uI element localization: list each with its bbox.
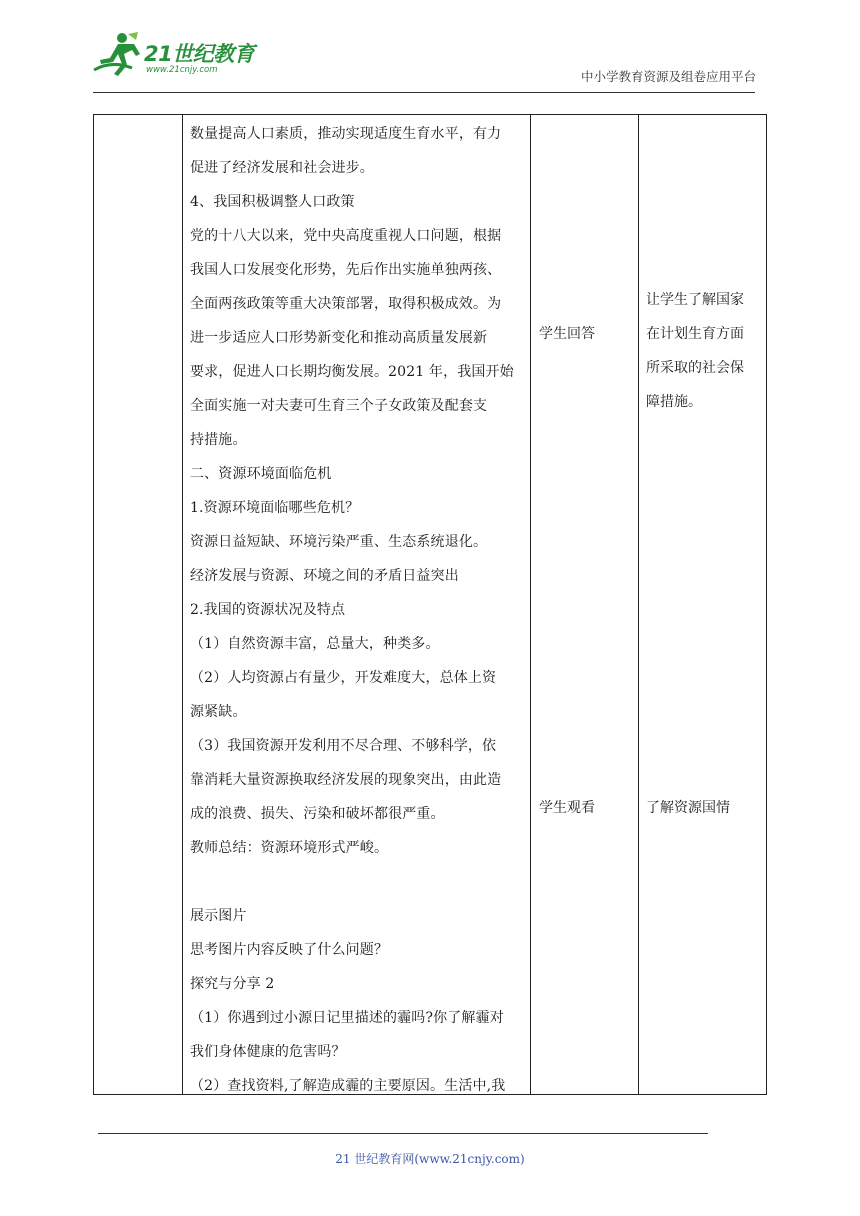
content-line: 资源日益短缺、环境污染严重、生态系统退化。 (190, 534, 488, 550)
content-line: 教师总结：资源环境形式严峻。 (190, 840, 389, 856)
content-line: 我国人口发展变化形势，先后作出实施单独两孩、 (190, 262, 502, 278)
content-line: （1）自然资源丰富，总量大，种类多。 (190, 636, 440, 652)
design-purpose-1 (646, 283, 762, 419)
content-line: 4、我国积极调整人口政策 (190, 194, 355, 210)
content-line: 二、资源环境面临危机 (190, 466, 332, 482)
content-line: 全面实施一对夫妻可生育三个子女政策及配套支 (190, 398, 488, 414)
content-line: 全面两孩政策等重大决策部署，取得积极成效。为 (190, 296, 502, 312)
content-line: 成的浪费、损失、污染和破坏都很严重。 (190, 806, 445, 822)
content-line: 党的十八大以来，党中央高度重视人口问题，根据 (190, 228, 502, 244)
content-line: 思考图片内容反映了什么问题？ (190, 942, 389, 958)
footer-link[interactable]: 21 世纪教育网(www.21cnjy.com) (335, 1152, 525, 1166)
table-column-divider (182, 115, 183, 1094)
content-line: （2）查找资料,了解造成霾的主要原因。生活中,我 (190, 1078, 506, 1094)
design-purpose-2: 了解资源国情 (646, 800, 730, 816)
header-divider (93, 92, 755, 93)
content-line (190, 865, 532, 899)
content-line: （2）人均资源占有量少，开发难度大，总体上资 (190, 670, 497, 686)
content-line: 靠消耗大量资源换取经济发展的现象突出，由此造 (190, 772, 502, 788)
student-activity-answer: 学生回答 (539, 326, 595, 342)
purpose-line: 让学生了解国家 (646, 292, 744, 308)
content-line: 2.我国的资源状况及特点 (190, 602, 346, 618)
purpose-line: 在计划生育方面 (646, 326, 744, 342)
site-logo (92, 30, 262, 78)
purpose-line: 所采取的社会保 (646, 360, 744, 376)
content-line: 1.资源环境面临哪些危机？ (190, 500, 360, 516)
platform-title: 中小学教育资源及组卷应用平台 (580, 69, 756, 84)
content-line: 促进了经济发展和社会进步。 (190, 160, 374, 176)
brand-name: 21世纪教育 (144, 42, 255, 66)
runner-logo-icon (92, 30, 144, 78)
table-column-divider (638, 115, 639, 1094)
content-line: 进一步适应人口形势新变化和推动高质量发展新 (190, 330, 488, 346)
content-line: 要求，促进人口长期均衡发展。2021 年，我国开始 (190, 364, 514, 380)
footer-divider (98, 1133, 708, 1134)
content-line: （1）你遇到过小源日记里描述的霾吗?你了解霾对 (190, 1010, 504, 1026)
content-line: （3）我国资源开发利用不尽合理、不够科学，依 (190, 738, 497, 754)
content-line: 持措施。 (190, 432, 247, 448)
content-line: 我们身体健康的危害吗？ (190, 1044, 346, 1060)
content-line: 源紧缺。 (190, 704, 247, 720)
brand-url: www.21cnjy.com (146, 65, 218, 75)
student-activity-watch: 学生观看 (539, 800, 595, 816)
content-line: 经济发展与资源、环境之间的矛盾日益突出 (190, 568, 459, 584)
content-line: 探究与分享 2 (190, 976, 275, 992)
lesson-table (93, 114, 767, 1095)
content-line: 展示图片 (190, 908, 247, 924)
content-line: 数量提高人口素质，推动实现适度生育水平，有力 (190, 126, 502, 142)
purpose-line: 障措施。 (646, 394, 702, 410)
teaching-content-cell (190, 117, 532, 1103)
